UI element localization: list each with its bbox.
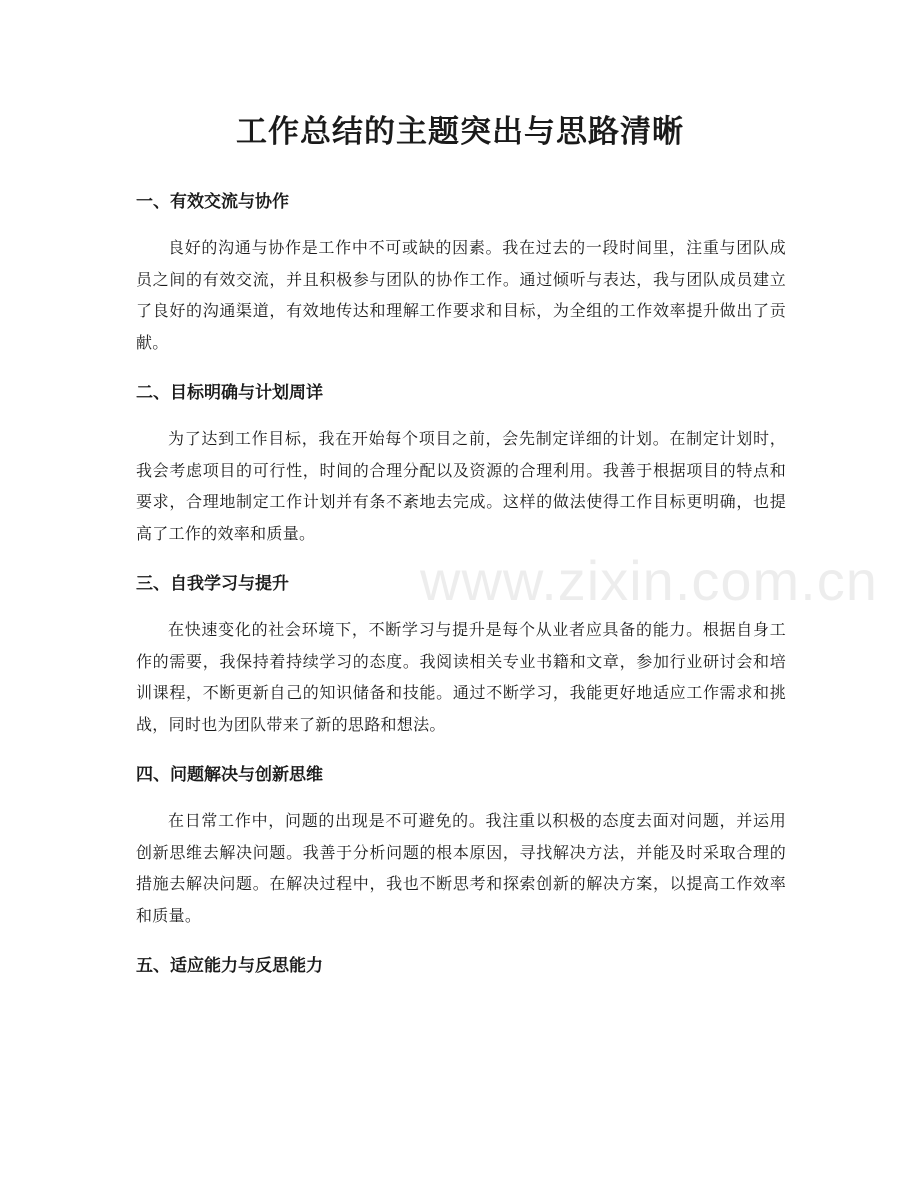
section-heading: 三、自我学习与提升 (136, 574, 289, 594)
section-5 (136, 952, 786, 980)
section-1 (136, 188, 786, 358)
section-heading: 五、适应能力与反思能力 (136, 956, 323, 976)
section-2 (136, 379, 786, 549)
section-paragraph: 在快速变化的社会环境下，不断学习与提升是每个从业者应具备的能力。根据自身工作的需要，我保持着持续学习的态度。我阅读相关专业书籍和文章，参加行业研讨会和培训课程，不断更新自己的知识储备和技能。通过不断学习，我能更好地适应工作需求和挑战，同时也为团队带来了新的思路和想法。 (136, 620, 786, 734)
section-paragraph: 良好的沟通与协作是工作中不可或缺的因素。我在过去的一段时间里，注重与团队成员之间的有效交流，并且积极参与团队的协作工作。通过倾听与表达，我与团队成员建立了良好的沟通渠道，有效地传达和理解工作要求和目标，为全组的工作效率提升做出了贡献。 (136, 238, 786, 352)
section-3 (136, 570, 786, 740)
section-heading: 四、问题解决与创新思维 (136, 765, 323, 785)
document-body (136, 188, 786, 996)
section-paragraph: 在日常工作中，问题的出现是不可避免的。我注重以积极的态度去面对问题，并运用创新思维去解决问题。我善于分析问题的根本原因，寻找解决方法，并能及时采取合理的措施去解决问题。在解决过程中，我也不断思考和探索创新的解决方案，以提高工作效率和质量。 (136, 811, 786, 925)
section-heading: 二、目标明确与计划周详 (136, 383, 323, 403)
watermark: www.zixin.com.cn (420, 549, 878, 612)
section-4 (136, 761, 786, 931)
section-paragraph: 为了达到工作目标，我在开始每个项目之前，会先制定详细的计划。在制定计划时，我会考虑项目的可行性，时间的合理分配以及资源的合理利用。我善于根据项目的特点和要求，合理地制定工作计划并有条不紊地去完成。这样的做法使得工作目标更明确，也提高了工作的效率和质量。 (136, 429, 786, 543)
section-heading: 一、有效交流与协作 (136, 192, 289, 212)
page-title: 工作总结的主题突出与思路清晰 (236, 114, 684, 150)
